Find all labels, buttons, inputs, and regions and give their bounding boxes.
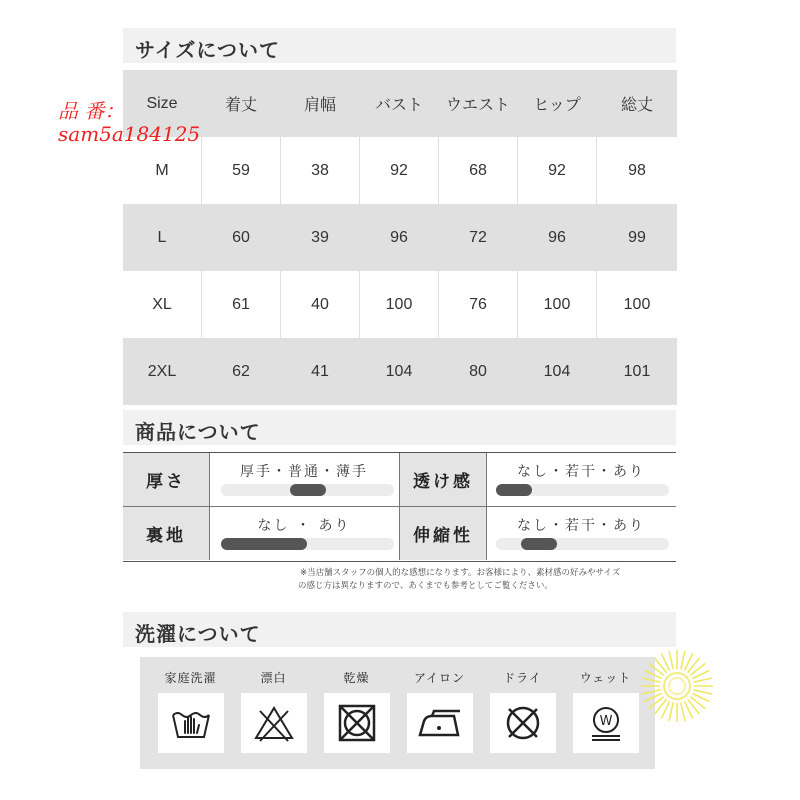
size-table-row	[123, 204, 677, 271]
sun-ray	[669, 651, 673, 670]
size-section-title: サイズについて	[135, 38, 280, 62]
size-table-row	[123, 137, 677, 204]
size-cell: 104	[385, 362, 413, 380]
lining-options: なし ・ あり	[257, 518, 351, 534]
no-dry-clean-icon	[501, 703, 545, 743]
wash-item-box	[573, 693, 639, 753]
wash-item-box	[490, 693, 556, 753]
no-bleach-icon	[252, 703, 296, 743]
wash-item-label: ウェット	[579, 671, 632, 685]
stretch-indicator	[521, 538, 557, 550]
size-cell: 2XL	[147, 362, 177, 380]
size-cell: 59	[202, 137, 280, 204]
size-table	[123, 70, 677, 405]
lining-label: 裏地	[123, 507, 210, 560]
stretch-label: 伸縮性	[399, 507, 487, 560]
size-table-header-row	[123, 70, 677, 137]
thickness-options: 厚手・普通・薄手	[240, 464, 368, 480]
watermark-label: 品 番：	[58, 99, 125, 123]
size-cell: 99	[628, 228, 646, 246]
staff-note	[300, 567, 620, 593]
size-cell: 92	[518, 137, 596, 204]
wash-item	[401, 657, 478, 769]
size-cell: 76	[439, 271, 517, 338]
size-cell: 60	[232, 228, 250, 246]
lining-scale	[221, 538, 394, 550]
size-cell: 80	[469, 362, 487, 380]
size-header-cell: ヒップ	[533, 97, 581, 114]
sun-ray	[642, 678, 661, 682]
size-cell: 104	[543, 362, 571, 380]
size-cell: L	[157, 228, 167, 246]
size-cell: 72	[469, 228, 487, 246]
hand-wash-icon	[169, 703, 213, 743]
size-header-cell: ウエスト	[445, 97, 510, 114]
product-section-header	[123, 410, 676, 445]
staff-note-line: ※当店舗スタッフの個人的な感想になります。お客様により、素材感の好みやサイズ	[300, 568, 621, 578]
wash-item	[484, 657, 561, 769]
thickness-label: 厚さ	[123, 453, 210, 506]
size-cell: 68	[439, 137, 517, 204]
product-section-title: 商品について	[135, 420, 261, 444]
size-cell: 100	[597, 271, 677, 338]
size-cell: 101	[623, 362, 651, 380]
sun-ray	[669, 703, 673, 722]
sun-ray	[681, 703, 685, 722]
size-cell: 98	[597, 137, 677, 204]
size-cell: 100	[518, 271, 596, 338]
svg-text:W: W	[599, 714, 613, 729]
wash-item-label: アイロン	[414, 671, 465, 685]
size-cell: 100	[360, 271, 438, 338]
size-cell: 40	[281, 271, 359, 338]
sheerness-indicator	[496, 484, 532, 496]
wash-section-title: 洗濯について	[135, 622, 261, 646]
sun-ray	[681, 651, 685, 670]
wash-item-label: 乾燥	[343, 671, 370, 685]
wash-symbol-panel	[140, 657, 655, 769]
size-cell: 61	[202, 271, 280, 338]
iron-low-icon	[416, 703, 464, 743]
wash-section-header	[123, 612, 676, 647]
size-cell: 96	[548, 228, 566, 246]
wash-item-label: ドライ	[503, 671, 542, 685]
size-header-cell: 着丈	[224, 97, 257, 114]
size-cell: 39	[311, 228, 329, 246]
sun-ray	[694, 678, 713, 682]
sun-ray	[642, 690, 661, 694]
size-cell: 38	[281, 137, 359, 204]
size-header-cell: バスト	[374, 97, 423, 114]
sheerness-label: 透け感	[399, 453, 487, 506]
product-attribute-table	[123, 452, 676, 562]
wash-item	[235, 657, 312, 769]
size-cell: 62	[232, 362, 250, 380]
thickness-indicator	[290, 484, 326, 496]
size-header-cell: 肩幅	[303, 97, 336, 114]
wash-item-box	[407, 693, 473, 753]
wash-item-label: 家庭洗濯	[164, 671, 217, 685]
product-attribute-row	[123, 507, 676, 560]
sun-ray	[694, 690, 713, 694]
wash-item	[567, 657, 644, 769]
wash-item	[318, 657, 395, 769]
size-section-header	[123, 28, 676, 63]
size-cell: 96	[390, 228, 408, 246]
wash-item-label: 漂白	[260, 671, 287, 685]
size-cell: XL	[123, 271, 201, 338]
wash-item-box	[158, 693, 224, 753]
staff-note-line: の感じ方は異なりますので、あくまでも参考としてご覧ください。	[298, 581, 553, 591]
sun-glare-decoration	[637, 646, 717, 726]
stretch-scale	[496, 538, 669, 550]
stretch-options: なし・若干・あり	[517, 518, 645, 534]
size-table-row	[123, 271, 677, 338]
wash-item-box	[241, 693, 307, 753]
sheerness-options: なし・若干・あり	[517, 464, 645, 480]
sheerness-scale	[496, 484, 669, 496]
wash-item-box	[324, 693, 390, 753]
wet-clean-icon	[584, 703, 628, 743]
size-cell: 41	[311, 362, 329, 380]
size-header-cell: 総丈	[620, 97, 653, 114]
size-cell: 92	[360, 137, 438, 204]
lining-indicator	[221, 538, 307, 550]
size-cell: M	[123, 137, 201, 204]
thickness-scale	[221, 484, 394, 496]
size-table-row	[123, 338, 677, 405]
watermark-code: sam5a184125	[58, 122, 201, 146]
size-header-cell: Size	[146, 94, 178, 112]
wash-item	[152, 657, 229, 769]
no-tumble-dry-icon	[335, 703, 379, 743]
product-attribute-row	[123, 453, 676, 507]
